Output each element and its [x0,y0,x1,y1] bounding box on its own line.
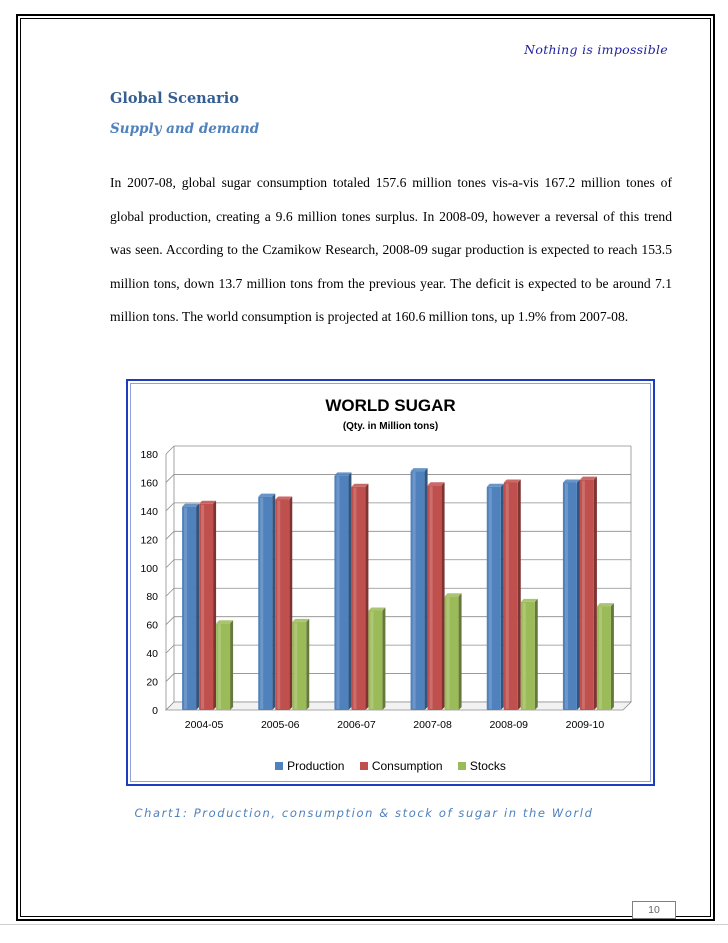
bar-side [577,479,580,710]
y-tick-label: 100 [140,562,158,575]
bar-highlight [489,488,492,709]
x-tick-label: 2005-06 [260,719,300,731]
bar-side [348,472,351,710]
y-tick-label: 160 [140,477,158,490]
section-title: Global Scenario [110,90,239,107]
chart-caption: Chart1: Production, consumption & stock of sugar in the World [134,806,594,820]
y-tick-label: 120 [140,534,158,547]
bar-highlight [447,597,450,709]
legend-item-production [275,759,344,773]
bar-side [518,479,521,710]
bar-highlight [353,488,356,709]
y-tick-label: 40 [146,648,158,661]
bar-side [459,593,462,710]
bar-side [213,501,216,710]
bar-highlight [184,508,187,709]
chart-plot [128,381,653,784]
y-tick-label: 180 [140,449,158,461]
bar-side [306,619,309,710]
gridline-depth [166,645,174,653]
bar-highlight [260,498,263,709]
x-tick-label: 2008-09 [489,719,529,731]
legend-label-production: Production [287,759,345,773]
chart-legend [128,759,653,773]
legend-item-stocks [458,759,506,773]
y-tick-label: 0 [152,705,158,717]
bar-side [535,599,538,710]
gridline-depth [166,588,174,596]
y-tick-label: 80 [146,591,158,604]
legend-swatch-consumption [360,762,368,770]
bar-top [292,619,309,622]
bar-side [230,620,233,710]
bar-side [501,484,504,710]
bar-highlight [506,483,509,709]
bar-top [182,504,199,507]
gridline-depth [166,531,174,539]
chart-container [126,379,655,786]
bar-highlight [218,624,221,709]
bar-top [580,477,597,480]
bar-highlight [582,481,585,709]
bar-side [289,497,292,710]
bar-top [428,482,445,485]
chart-subtitle: (Qty. in Million tons) [342,421,439,432]
bar-highlight [370,611,373,709]
bar-top [411,468,428,471]
x-tick-label: 2009-10 [565,719,605,731]
gridline-depth [166,503,174,511]
y-tick-label: 60 [146,619,158,632]
y-tick-label: 20 [146,676,158,689]
bar-top [258,494,275,497]
bar-top [216,620,233,623]
legend-label-stocks: Stocks [469,759,506,773]
bar-highlight [599,607,602,709]
x-tick-label: 2007-08 [413,719,452,731]
y-tick-label: 140 [140,505,158,518]
bar-top [199,501,216,504]
body-paragraph: In 2007-08, global sugar consumption totaled 157.6 million tones vis-a-vis 167.2 million tones of global production, creating a 9.6 million tones surplus. In 2008-09, however a reversal of this trend was seen. According to the Czamikow Research, 2008-09 sugar production is expected to reach 153.5 million tons, down 13.7 million tons from the previous year. The deficit is expected to be around 7.1 million tons. The world consumption is projected at 160.6 million tons, up 1.9% from 2007-08. [110,175,672,324]
bar-highlight [523,603,526,709]
bar-side [611,603,614,710]
bar-highlight [430,486,433,709]
gridline-depth [166,446,174,454]
x-tick-label: 2004-05 [184,719,224,731]
legend-item-consumption [360,759,443,773]
gridline-depth [166,560,174,568]
bar-highlight [201,505,204,709]
bar-highlight [565,483,568,709]
bar-side [365,484,368,710]
bar-side [272,494,275,710]
x-tick-label: 2006-07 [337,719,376,731]
bar-side [594,477,597,710]
bar-top [597,603,614,606]
chart-title: WORLD SUGAR [325,396,456,415]
bar-top [275,497,292,500]
gridline-depth [166,617,174,625]
bar-top [563,479,580,482]
legend-swatch-production [275,762,283,770]
bar-side [425,468,428,710]
chart-floor [166,702,631,710]
bar-side [442,482,445,710]
bar-highlight [413,472,416,709]
bottom-rule [0,924,728,925]
bar-top [445,593,462,596]
bar-highlight [336,476,339,709]
header-motto: Nothing is impossible [524,42,668,57]
subsection-title: Supply and demand [110,121,260,137]
bar-side [196,504,199,710]
bar-side [382,607,385,710]
bar-highlight [277,501,280,709]
gridline-depth [166,674,174,682]
gridline-depth [166,474,174,482]
page-number: 10 [632,901,676,919]
bar-highlight [294,623,297,709]
legend-swatch-stocks [458,762,466,770]
legend-label-consumption: Consumption [371,759,443,773]
